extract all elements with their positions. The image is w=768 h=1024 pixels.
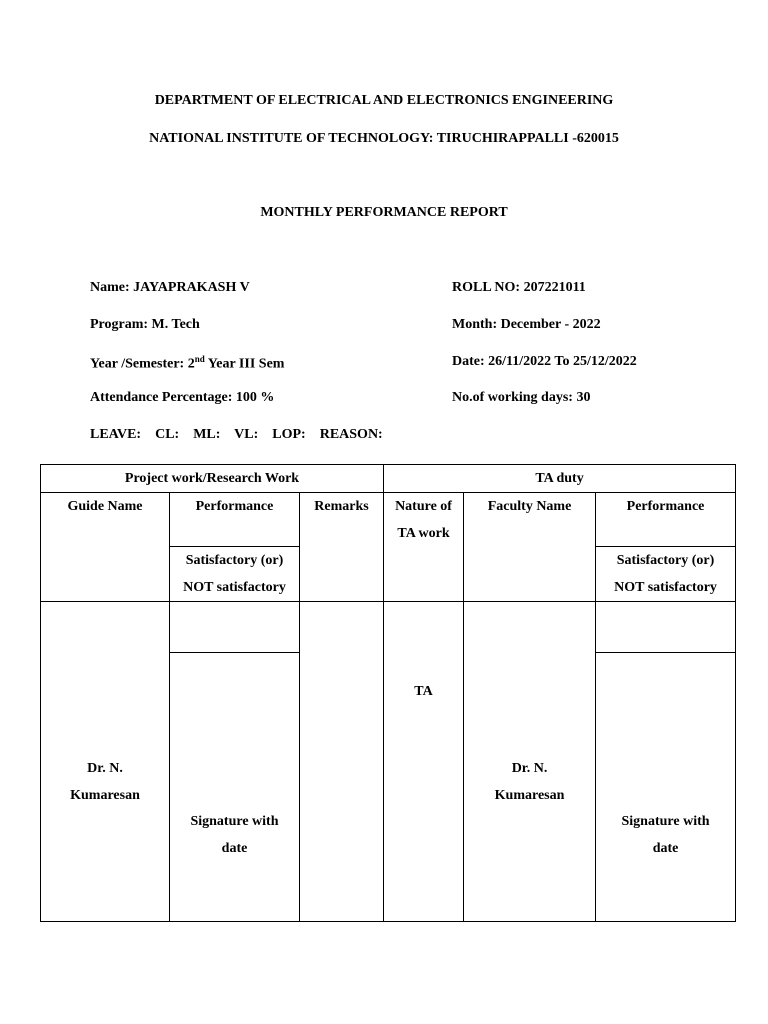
year-semester (90, 354, 284, 373)
ta-signature-cell (596, 653, 736, 922)
department-heading: DEPARTMENT OF ELECTRICAL AND ELECTRONICS ENGINEERING (154, 93, 614, 108)
ta-satisfactory-line-1: Satisfactory (or) (616, 553, 715, 568)
working-days: No.of working days: 30 (452, 390, 591, 405)
roll-number: ROLL NO: 207221011 (452, 280, 586, 295)
guide-name-line-2: Kumaresan (70, 787, 140, 803)
year-semester-superscript: nd (194, 354, 205, 364)
institute-heading: NATIONAL INSTITUTE OF TECHNOLOGY: TIRUCHIRAPPALLI -620015 (149, 131, 619, 146)
report-month: Month: December - 2022 (452, 317, 601, 332)
ta-performance-value-cell (596, 602, 736, 653)
satisfactory-header (170, 547, 300, 602)
year-semester-prefix: Year /Semester: 2 (90, 356, 195, 372)
ta-performance-header: Performance (596, 493, 736, 547)
program: Program: M. Tech (90, 317, 200, 332)
student-name: Name: JAYAPRAKASH V (90, 280, 250, 295)
guide-name-header: Guide Name (41, 493, 170, 602)
date-range: Date: 26/11/2022 To 25/12/2022 (452, 354, 637, 369)
performance-value-cell (170, 602, 300, 653)
faculty-name-line-2: Kumaresan (494, 787, 565, 803)
report-title: MONTHLY PERFORMANCE REPORT (260, 205, 508, 220)
nature-header-line-1: Nature of (395, 499, 452, 514)
signature-line-1: Signature with (190, 814, 279, 829)
attendance-percentage: Attendance Percentage: 100 % (90, 390, 275, 405)
nature-of-ta-work-header (384, 493, 464, 602)
nature-value: TA (414, 684, 433, 699)
performance-table (40, 464, 736, 922)
remarks-header: Remarks (300, 493, 384, 602)
satisfactory-line-1: Satisfactory (or) (185, 553, 284, 568)
ta-duty-group-header: TA duty (384, 465, 736, 493)
signature-cell (170, 653, 300, 922)
nature-of-ta-work-cell (384, 602, 464, 922)
faculty-name-cell (464, 602, 596, 922)
ta-satisfactory-header (596, 547, 736, 602)
leave-line: LEAVE: CL: ML: VL: LOP: REASON: (90, 427, 383, 442)
guide-name-cell (41, 602, 170, 922)
faculty-name-line-1: Dr. N. (511, 760, 548, 776)
signature-line-2: date (221, 841, 248, 856)
ta-signature-line-1: Signature with (621, 814, 710, 829)
guide-name-line-1: Dr. N. (87, 760, 123, 776)
ta-signature-line-2: date (652, 841, 679, 856)
project-work-group-header: Project work/Research Work (41, 465, 384, 493)
satisfactory-line-2: NOT satisfactory (183, 580, 286, 595)
year-semester-suffix: Year III Sem (204, 356, 285, 372)
nature-header-line-2: TA work (397, 526, 450, 541)
faculty-name-header: Faculty Name (464, 493, 596, 602)
performance-header: Performance (170, 493, 300, 547)
ta-satisfactory-line-2: NOT satisfactory (614, 580, 717, 595)
remarks-cell (300, 602, 384, 922)
